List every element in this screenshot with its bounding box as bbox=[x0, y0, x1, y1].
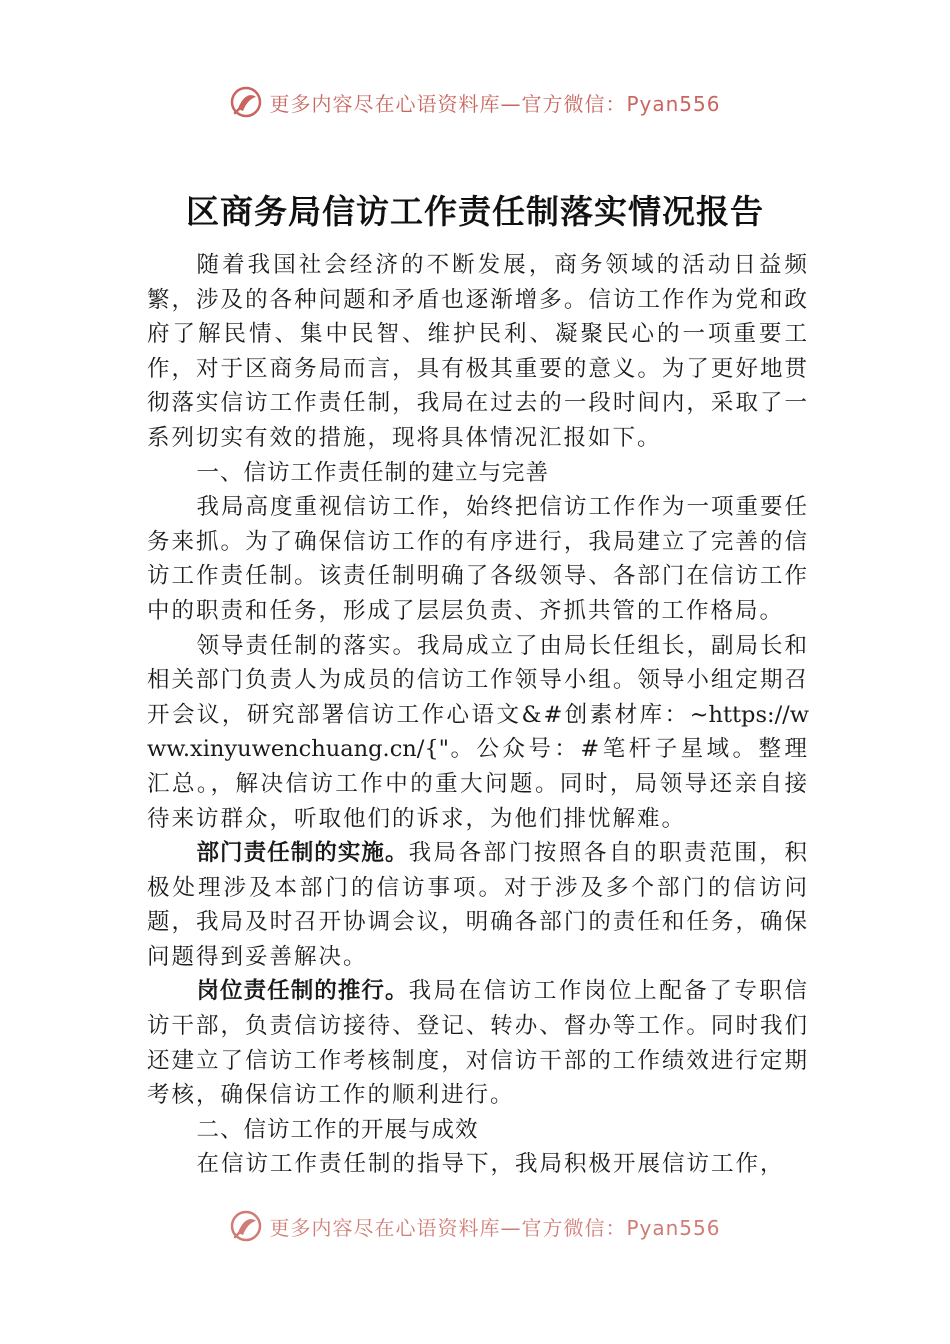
section-1-paragraph-1: 我局高度重视信访工作，始终把信访工作作为一项重要任务来抓。为了确保信访工作的有序进行，我局建立了完善的信访工作责任制。该责任制明确了各级领导、各部门在信访工作中的职责和任务，形成了层层负责、齐抓共管的工作格局。 bbox=[147, 494, 810, 624]
paragraph-3-body: 我局各部门按照各自的职责范围，积极处理涉及本部门的信访事项。对于涉及多个部门的信访问题，我局及时召开协调会议，明确各部门的责任和任务，确保问题得到妥善解决。 bbox=[147, 840, 809, 970]
section-1-paragraph-2 bbox=[147, 629, 809, 837]
section-1-heading: 一、信访工作责任制的建立与完善 bbox=[196, 459, 550, 486]
section-2-heading: 二、信访工作的开展与成效 bbox=[196, 1116, 479, 1143]
document-body bbox=[147, 248, 809, 1182]
paragraph-2-url: ~https://www.xinyuwenchuang.cn/{" bbox=[147, 701, 809, 763]
watermark-header bbox=[0, 82, 950, 122]
watermark-text: 更多内容尽在心语资料库—官方微信：Pyan556 bbox=[269, 91, 721, 116]
watermark-text: 更多内容尽在心语资料库—官方微信：Pyan556 bbox=[269, 1215, 721, 1240]
watermark-footer bbox=[0, 1206, 950, 1246]
section-2-paragraph-1: 在信访工作责任制的指导下，我局积极开展信访工作， bbox=[196, 1151, 785, 1178]
section-1-paragraph-3 bbox=[147, 836, 809, 974]
paragraph-3-lead: 部门责任制的实施。 bbox=[196, 840, 409, 867]
section-1-paragraph-4 bbox=[147, 974, 809, 1112]
logo-icon bbox=[229, 1209, 263, 1243]
document-title: 区商务局信访工作责任制落实情况报告 bbox=[186, 192, 764, 231]
logo-icon bbox=[229, 85, 263, 119]
paragraph-4-lead: 岗位责任制的推行。 bbox=[196, 978, 409, 1005]
paragraph-2-text-b: 。公众号：#笔杆子星域。整理汇总。，解决信访工作中的重大问题。同时，局领导还亲自接待来访群众，听取他们的诉求，为他们排忧解难。 bbox=[147, 736, 809, 832]
paragraph-4-body: 我局在信访工作岗位上配备了专职信访干部，负责信访接待、登记、转办、督办等工作。同时我们还建立了信访工作考核制度，对信访干部的工作绩效进行定期考核，确保信访工作的顺利进行。 bbox=[147, 978, 809, 1109]
intro-paragraph: 随着我国社会经济的不断发展，商务领域的活动日益频繁，涉及的各种问题和矛盾也逐渐增多。信访工作作为党和政府了解民情、集中民智、维护民利、凝聚民心的一项重要工作，对于区商务局而言，具有极其重要的意义。为了更好地贯彻落实信访工作责任制，我局在过去的一段时间内，采取了一系列切实有效的措施，现将具体情况汇报如下。 bbox=[147, 252, 809, 451]
paragraph-2-text-a: 领导责任制的落实。我局成立了由局长任组长，副局长和相关部门负责人为成员的信访工作领导小组。领导小组定期召开会议，研究部署信访工作心语文&#创素材库： bbox=[147, 632, 810, 728]
